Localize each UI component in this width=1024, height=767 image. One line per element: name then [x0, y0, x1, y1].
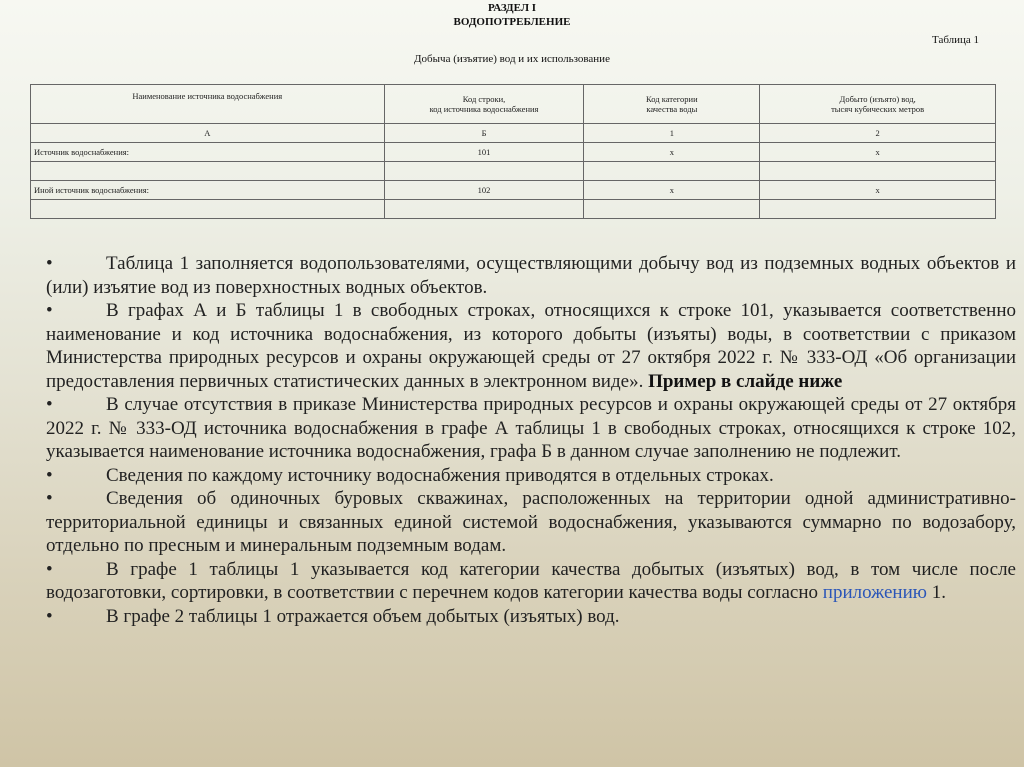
- row-quality: [584, 162, 760, 181]
- section-title: ВОДОПОТРЕБЛЕНИЕ: [453, 16, 571, 28]
- bullet-marker: •: [46, 488, 53, 509]
- table-caption: Добыча (изъятие) вод и их использование: [414, 53, 610, 65]
- col-code-2: 2: [760, 124, 996, 143]
- list-item: [46, 299, 1016, 393]
- row-volume: [760, 162, 996, 181]
- list-item: [46, 487, 1016, 558]
- list-item-text-end: 1.: [931, 582, 946, 603]
- row-code: [384, 200, 584, 219]
- table-row: [31, 181, 996, 200]
- table-header-row: [31, 85, 996, 124]
- bullet-marker: •: [46, 558, 53, 580]
- row-volume: x: [760, 143, 996, 162]
- row-code: 101: [384, 143, 584, 162]
- list-item-text: В случае отсутствия в приказе Министерства природных ресурсов и охраны окружающей среды от 27 октября 2022 г. № 333-ОД источника водоснабжения в графе А таблицы 1 в свободных строках, относящихся к строке 102, указывается наименование источника водоснабжения, графа Б в данном случае заполнению не подлежит.: [46, 394, 1016, 462]
- row-quality: x: [584, 143, 760, 162]
- col-code-a: А: [31, 124, 385, 143]
- table-row: [31, 143, 996, 162]
- list-item-text: Сведения об одиночных буровых скважинах, расположенных на территории одной административно-территориальной единицы и связанных единой системой водоснабжения, указываются суммарно по водозабору, отдельно по пресным и минеральным подземным водам.: [46, 488, 1016, 556]
- col-code-b: Б: [384, 124, 584, 143]
- header-quality-code: Код категории качества воды: [584, 85, 760, 124]
- list-item-text: В графе 1 таблицы 1 указывается код категории качества добытых (изъятых) вод, в том числе после водозаготовки, сортировки, в соответствии с перечнем кодов категории качества воды согласно: [46, 558, 1016, 603]
- header-source-name: Наименование источника водоснабжения: [31, 85, 385, 124]
- list-item: [46, 605, 1016, 629]
- list-item: [46, 464, 1016, 488]
- row-quality: [584, 200, 760, 219]
- bullet-marker: •: [46, 464, 53, 486]
- row-volume: [760, 200, 996, 219]
- bullet-marker: •: [46, 605, 53, 627]
- row-source-label: Иной источник водоснабжения:: [31, 181, 385, 200]
- row-volume: x: [760, 181, 996, 200]
- list-item-text: В графах А и Б таблицы 1 в свободных строках, относящихся к строке 101, указывается соответственно наименование и код источника водоснабжения, из которого добыты (изъяты) воды, в соответствии с приказом Министерства природных ресурсов и охраны окружающей среды от 27 октября 2022 г. № 333-ОД «Об организации предоставления первичных статистических данных в электронном виде».: [46, 300, 1016, 392]
- list-item: [46, 558, 1016, 605]
- bullet-marker: •: [46, 394, 53, 415]
- section-heading: РАЗДЕЛ I: [487, 2, 537, 14]
- col-code-1: 1: [584, 124, 760, 143]
- list-item-text: В графе 2 таблицы 1 отражается объем добытых (изъятых) вод.: [106, 605, 620, 627]
- row-source-label: Источник водоснабжения:: [31, 143, 385, 162]
- list-item-text: Сведения по каждому источнику водоснабжения приводятся в отдельных строках.: [106, 464, 774, 486]
- list-item-text: Таблица 1 заполняется водопользователями, осуществляющими добычу вод из подземных водных объектов и (или) изъятие вод из поверхностных водных объектов.: [46, 253, 1016, 298]
- row-source-label: [31, 200, 385, 219]
- list-item: [46, 252, 1016, 299]
- bullet-marker: •: [46, 300, 53, 321]
- row-code: 102: [384, 181, 584, 200]
- table-row: [31, 162, 996, 181]
- row-code: [384, 162, 584, 181]
- row-quality: x: [584, 181, 760, 200]
- header-row-code: Код строки, код источника водоснабжения: [384, 85, 584, 124]
- row-source-label: [31, 162, 385, 181]
- table-row: [31, 200, 996, 219]
- list-item: [46, 393, 1016, 464]
- appendix-link[interactable]: приложению: [822, 582, 927, 603]
- water-source-table: [30, 84, 996, 219]
- header-volume: Добыто (изъято) вод, тысяч кубических метров: [760, 85, 996, 124]
- bullet-marker: •: [46, 253, 53, 274]
- example-note: Пример в слайде ниже: [648, 370, 843, 392]
- table-code-row: [31, 124, 996, 143]
- table-number: Таблица 1: [932, 34, 980, 46]
- instructions-list: [46, 252, 1016, 628]
